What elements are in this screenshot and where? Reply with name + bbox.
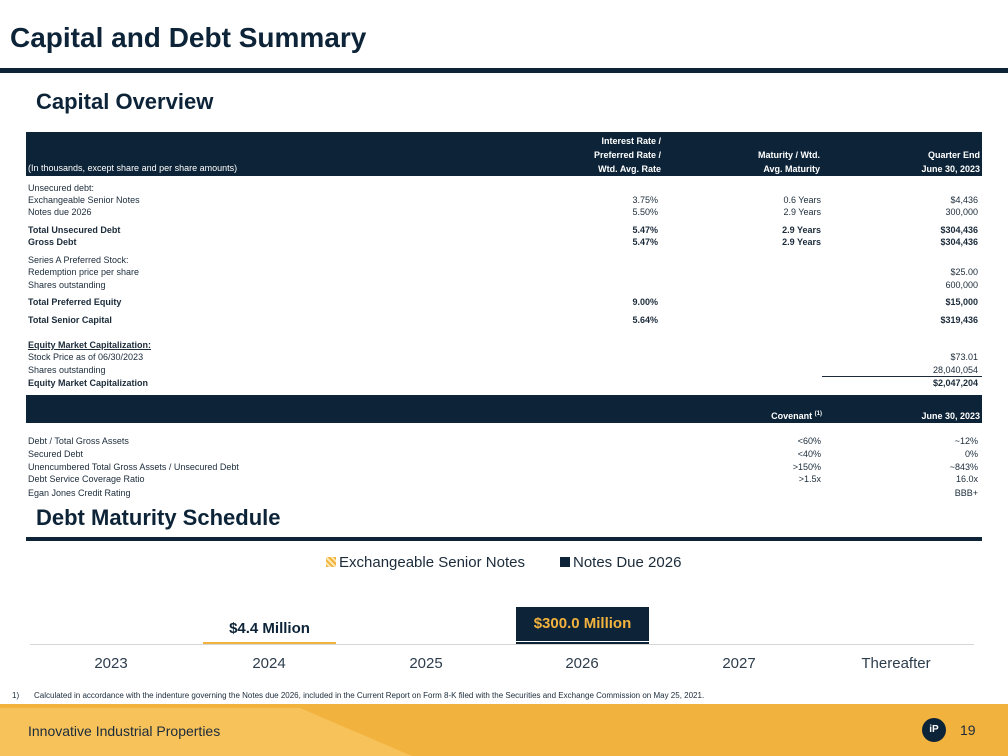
bar-exchangeable-2024	[203, 642, 336, 644]
capital-table-header	[26, 132, 982, 176]
table-row	[28, 339, 978, 351]
company-logo: iP	[922, 718, 946, 742]
covenant-table-header	[26, 395, 982, 423]
row-value: 28,040,054	[932, 365, 978, 375]
table-row	[28, 236, 978, 248]
table-row	[28, 487, 978, 499]
category-label: 2023	[94, 655, 128, 672]
legend-item-exchangeable	[326, 554, 525, 571]
table-row	[28, 448, 978, 460]
row-value: $73.01	[950, 352, 978, 362]
row-rate: 9.00%	[632, 297, 658, 307]
row-rate: 5.50%	[632, 207, 658, 217]
row-label: Total Senior Capital	[28, 315, 112, 325]
row-value: $4,436	[950, 195, 978, 205]
row-label: Total Preferred Equity	[28, 297, 122, 307]
title-divider	[0, 68, 1008, 73]
row-maturity: 2.9 Years	[782, 225, 821, 235]
footnote	[12, 691, 704, 700]
covenant-requirement: <60%	[797, 436, 821, 446]
row-value: $2,047,204	[932, 378, 978, 388]
data-label-exchangeable: $4.4 Million	[229, 620, 310, 637]
table-row	[28, 254, 978, 266]
legend-label: Exchangeable Senior Notes	[339, 554, 525, 571]
footnote-number: 1)	[12, 691, 20, 700]
debt-maturity-title: Debt Maturity Schedule	[36, 505, 281, 530]
covenant-label: Egan Jones Credit Rating	[28, 488, 131, 498]
row-value: $319,436	[940, 315, 978, 325]
row-label: Stock Price as of 06/30/2023	[28, 352, 144, 362]
company-name: Innovative Industrial Properties	[28, 723, 221, 739]
table-row	[28, 473, 978, 485]
header-maturity-line2: Avg. Maturity	[763, 164, 820, 174]
row-label: Total Unsecured Debt	[28, 225, 121, 235]
table-row	[28, 461, 978, 473]
row-rate: 5.64%	[632, 315, 658, 325]
legend-swatch-notes-2026	[560, 557, 570, 567]
header-rate-line2: Preferred Rate /	[593, 150, 661, 160]
table-row	[28, 314, 978, 326]
category-label: 2026	[565, 655, 599, 672]
table-row	[28, 296, 978, 308]
table-row	[28, 266, 978, 278]
category-label: 2027	[722, 655, 756, 672]
table-row	[28, 182, 978, 194]
legend-item-notes-2026	[560, 554, 681, 571]
table-row	[28, 377, 978, 389]
row-value: $25.00	[950, 267, 978, 277]
category-label: Thereafter	[861, 655, 931, 672]
footnote-text: Calculated in accordance with the indenture governing the Notes due 2026, included in the Current Report on Form 8-K filed with the Securities and Exchange Commission on May 25, 2021.	[34, 691, 705, 700]
covenant-value: ~12%	[954, 436, 978, 446]
row-label: Exchangeable Senior Notes	[28, 195, 140, 205]
table-row	[28, 224, 978, 236]
covenant-label: Unencumbered Total Gross Assets / Unsecured Debt	[28, 462, 239, 472]
header-rate-line1: Interest Rate /	[601, 136, 661, 146]
legend-label: Notes Due 2026	[573, 554, 682, 571]
covenant-value: 16.0x	[955, 474, 978, 484]
row-label: Equity Market Capitalization	[28, 378, 149, 388]
row-label: Shares outstanding	[28, 365, 106, 375]
category-label: 2024	[252, 655, 286, 672]
row-maturity: 2.9 Years	[783, 207, 821, 217]
covenant-value: ~843%	[949, 462, 978, 472]
category-label: 2025	[409, 655, 443, 672]
row-rate: 5.47%	[632, 225, 658, 235]
row-rate: 5.47%	[632, 237, 658, 247]
covenant-value: 0%	[964, 449, 978, 459]
row-label: Equity Market Capitalization:	[28, 340, 152, 350]
row-value: $15,000	[945, 297, 978, 307]
header-covenant: Covenant $^{(1)}$	[771, 411, 822, 421]
row-label: Redemption price per share	[28, 267, 140, 277]
header-quarter-line2: June 30, 2023	[921, 164, 980, 174]
header-units-note: (In thousands, except share and per share amounts)	[28, 163, 238, 173]
row-maturity: 0.6 Years	[783, 195, 821, 205]
chart-baseline	[30, 644, 974, 645]
row-label: Unsecured debt:	[28, 183, 95, 193]
covenant-requirement: >1.5x	[798, 474, 821, 484]
row-label: Notes due 2026	[28, 207, 92, 217]
header-covenant-date: June 30, 2023	[921, 411, 980, 421]
table-row	[28, 194, 978, 206]
header-quarter-line1: Quarter End	[927, 150, 980, 160]
table-row	[28, 351, 978, 363]
row-rate: 3.75%	[632, 195, 658, 205]
header-rate-line3: Wtd. Avg. Rate	[598, 164, 661, 174]
bar-notes-2026	[516, 642, 649, 644]
row-label: Series A Preferred Stock:	[28, 255, 129, 265]
covenant-requirement: >150%	[792, 462, 821, 472]
schedule-divider	[26, 537, 982, 541]
covenant-label: Secured Debt	[28, 449, 84, 459]
data-label-notes-2026: $300.0 Million	[516, 607, 649, 641]
covenant-label: Debt Service Coverage Ratio	[28, 474, 145, 484]
row-value: $304,436	[940, 225, 978, 235]
page-number: 19	[960, 722, 976, 738]
row-label: Gross Debt	[28, 237, 77, 247]
table-row	[28, 364, 978, 376]
table-row	[28, 279, 978, 291]
table-row	[28, 435, 978, 447]
covenant-label: Debt / Total Gross Assets	[28, 436, 129, 446]
legend-swatch-exchangeable	[326, 557, 336, 567]
table-row	[28, 206, 978, 218]
capital-overview-title: Capital Overview	[36, 89, 214, 114]
row-label: Shares outstanding	[28, 280, 106, 290]
row-value: 300,000	[945, 207, 978, 217]
row-value: 600,000	[945, 280, 978, 290]
covenant-value: BBB+	[954, 488, 978, 498]
covenant-requirement: <40%	[797, 449, 821, 459]
row-maturity: 2.9 Years	[782, 237, 821, 247]
page-title: Capital and Debt Summary	[10, 22, 367, 53]
row-value: $304,436	[940, 237, 978, 247]
header-maturity-line1: Maturity / Wtd.	[758, 150, 820, 160]
